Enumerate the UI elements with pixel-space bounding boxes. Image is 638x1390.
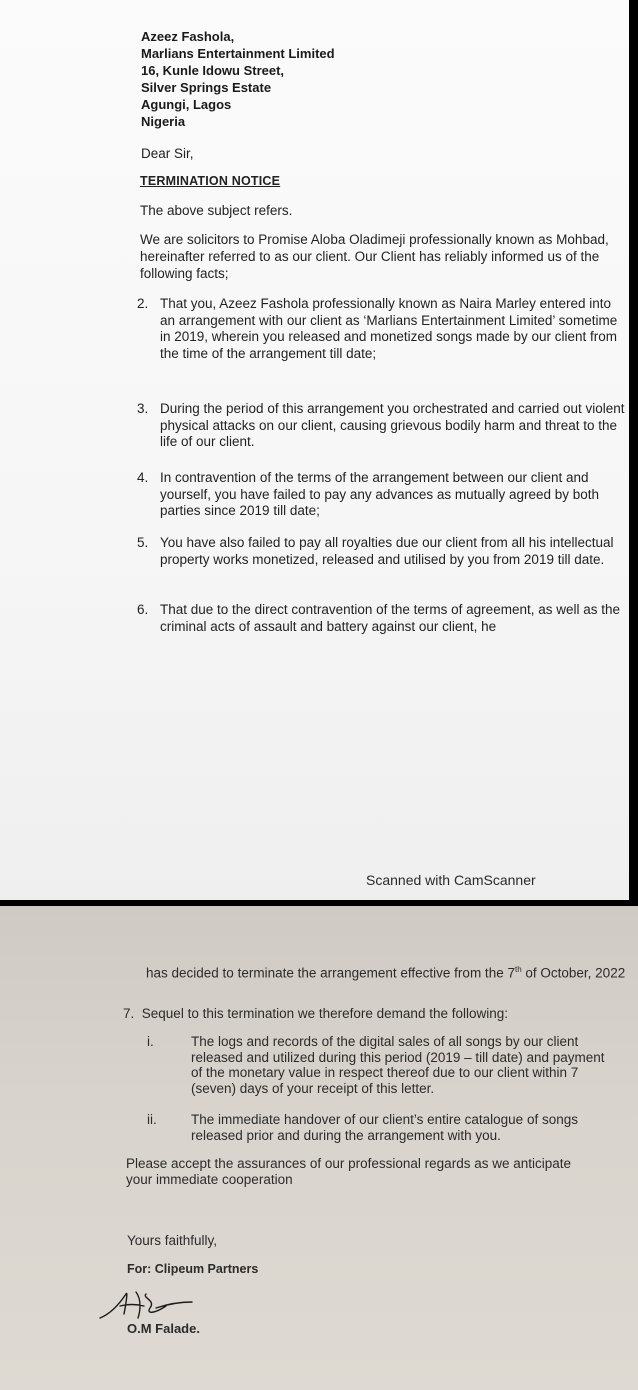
fact-number: 4. xyxy=(137,470,149,485)
subject-heading: TERMINATION NOTICE xyxy=(140,174,281,188)
recipient-address xyxy=(141,28,335,130)
fact-number: 5. xyxy=(137,535,149,550)
fact-item xyxy=(137,602,627,635)
subject-refers: The above subject refers. xyxy=(140,203,293,218)
continuation-text xyxy=(146,962,626,982)
demand-number: 7. xyxy=(123,1006,135,1021)
address-line: Agungi, Lagos xyxy=(141,97,232,112)
firm-name: For: Clipeum Partners xyxy=(127,1262,259,1276)
fact-number: 2. xyxy=(137,296,149,311)
intro-paragraph: We are solicitors to Promise Aloba Oladimeji professionally known as Mohbad, hereinafter referred to as our client. Our Client has reliably informed us of the following facts; xyxy=(140,232,609,281)
address-line: 16, Kunle Idowu Street, xyxy=(141,63,285,78)
fact-item xyxy=(137,401,627,451)
fact-text: During the period of this arrangement you orchestrated and carried out violent physical attacks on our client, causing grievous bodily harm and threat to the life of our client. xyxy=(160,401,625,449)
address-line: Marlians Entertainment Limited xyxy=(141,46,335,61)
demand-roman: ii. xyxy=(147,1112,157,1127)
continuation-prefix: has decided to terminate the arrangement effective from the 7 xyxy=(146,965,515,981)
fact-text: You have also failed to pay all royalties due our client from all his intellectual property works monetized, released and utilised by you from 2019 till date. xyxy=(160,535,614,567)
continuation-suffix: of October, 2022 xyxy=(521,965,626,981)
fact-text: That you, Azeez Fashola professionally known as Naira Marley entered into an arrangement with our client as ‘Marlians Entertainment Limited’ sometime in 2019, wherein you released and monetized songs made by our client from the time of the arrangement till date; xyxy=(160,296,618,361)
signature-mark xyxy=(96,1284,196,1324)
closing: Yours faithfully, xyxy=(127,1233,218,1248)
demand-text: The logs and records of the digital sales of all songs by our client released and utilized during this period (2019 – till date) and payment of the monetary value in respect thereof due to our client within 7 (seven) days of your receipt of this letter. xyxy=(191,1034,605,1096)
address-line: Silver Springs Estate xyxy=(141,80,272,95)
assurance-paragraph: Please accept the assurances of our professional regards as we anticipate your immediate cooperation xyxy=(126,1156,572,1187)
ordinal-suffix: th xyxy=(514,965,522,974)
demand-intro: Sequel to this termination we therefore demand the following: xyxy=(141,1006,508,1021)
fact-item xyxy=(137,535,627,568)
fact-number: 6. xyxy=(137,602,149,617)
demand-text: The immediate handover of our client’s entire catalogue of songs released prior and during the arrangement with you. xyxy=(191,1112,578,1143)
fact-item xyxy=(137,296,627,362)
salutation: Dear Sir, xyxy=(141,146,194,161)
demand-item xyxy=(147,1112,617,1143)
fact-item xyxy=(137,470,627,520)
scanner-watermark: Scanned with CamScanner xyxy=(366,872,536,888)
fact-text: In contravention of the terms of the arrangement between our client and yourself, you have failed to pay any advances as mutually agreed by both parties since 2019 till date; xyxy=(160,470,600,518)
demand-item xyxy=(147,1034,617,1096)
signer-name: O.M Falade. xyxy=(127,1321,200,1336)
demand-roman: i. xyxy=(147,1034,154,1049)
fact-number: 3. xyxy=(137,401,149,416)
fact-text: That due to the direct contravention of the terms of agreement, as well as the criminal acts of assault and battery against our client, he xyxy=(160,602,621,634)
demand-heading xyxy=(123,1006,508,1022)
address-line: Azeez Fashola, xyxy=(141,29,235,44)
letter-page-2 xyxy=(0,906,638,1390)
address-line: Nigeria xyxy=(141,114,186,129)
